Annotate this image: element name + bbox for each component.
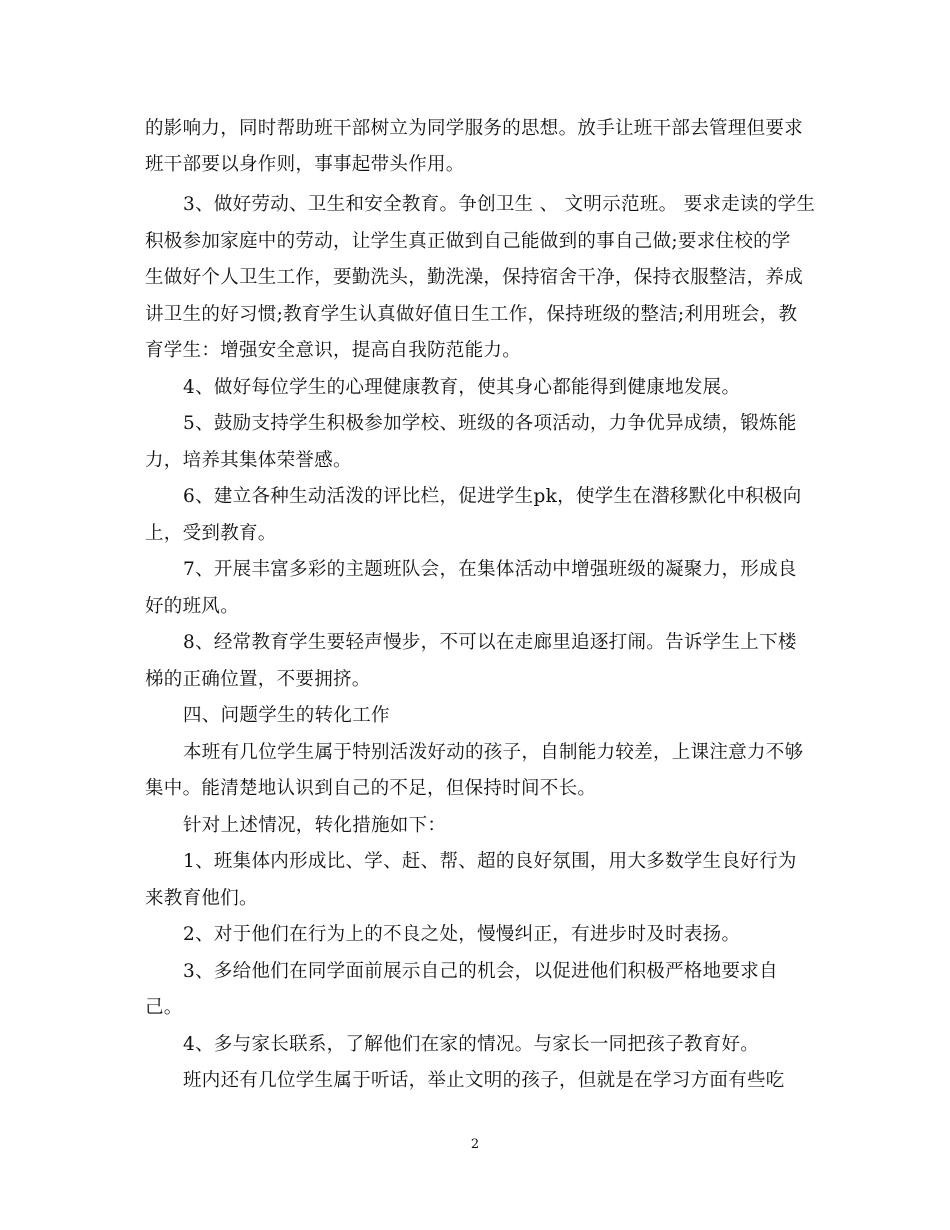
text-line: 班内还有几位学生属于听话，举止文明的孩子，但就是在学习方面有些吃	[183, 1070, 785, 1091]
section-heading: 四、问题学生的转化工作	[183, 705, 390, 726]
text-line: 3、多给他们在同学面前展示自己的机会，以促进他们积极严格地要求自	[183, 961, 778, 982]
text-line: 积极参加家庭中的劳动，让学生真正做到自己能做到的事自己做;要求住校的学	[145, 231, 791, 252]
text-line: 育学生：增强安全意识，提高自我防范能力。	[145, 340, 522, 361]
text-line: 力，培养其集体荣誉感。	[145, 450, 352, 471]
text-line: 的影响力，同时帮助班干部树立为同学服务的思想。放手让班干部去管理但要求	[145, 118, 804, 139]
text-line: 上，受到教育。	[145, 523, 277, 544]
text-line: 好的班风。	[145, 596, 240, 617]
text-line: 梯的正确位置，不要拥挤。	[145, 669, 371, 690]
text-line: 7、开展丰富多彩的主题班队会，在集体活动中增强班级的凝聚力，形成良	[183, 559, 797, 580]
text-line: 班干部要以身作则，事事起带头作用。	[145, 154, 465, 175]
text-line: 6、建立各种生动活泼的评比栏，促进学生pk，使学生在潜移默化中积极向	[183, 486, 802, 507]
text-line: 4、多与家长联系，了解他们在家的情况。与家长一同把孩子教育好。	[183, 1034, 760, 1055]
text-line: 生做好个人卫生工作，要勤洗头，勤洗澡，保持宿舍干净，保持衣服整洁，养成	[145, 267, 804, 288]
text-line: 己。	[145, 997, 183, 1018]
text-line: 8、经常教育学生要轻声慢步，不可以在走廊里追逐打闹。告诉学生上下楼	[183, 632, 797, 653]
text-line: 集中。能清楚地认识到自己的不足，但保持时间不长。	[145, 778, 597, 799]
text-line: 4、做好每位学生的心理健康教育，使其身心都能得到健康地发展。	[183, 377, 741, 398]
text-line: 2、对于他们在行为上的不良之处，慢慢纠正，有进步时及时表扬。	[183, 924, 741, 945]
text-line: 来教育他们。	[145, 888, 258, 909]
text-line: 3、做好劳动、卫生和安全教育。争创卫生 、 文明示范班。 要求走读的学生	[183, 194, 816, 215]
page-number: 2	[470, 1137, 480, 1152]
text-line: 本班有几位学生属于特别活泼好动的孩子，自制能力较差，上课注意力不够	[183, 742, 804, 763]
text-line: 针对上述情况，转化措施如下：	[183, 815, 447, 836]
text-line: 讲卫生的好习惯;教育学生认真做好值日生工作，保持班级的整洁;利用班会，教	[145, 304, 798, 325]
text-line: 1、班集体内形成比、学、赶、帮、超的良好氛围，用大多数学生良好行为	[183, 851, 797, 872]
text-line: 5、鼓励支持学生积极参加学校、班级的各项活动，力争优异成绩，锻炼能	[183, 413, 797, 434]
